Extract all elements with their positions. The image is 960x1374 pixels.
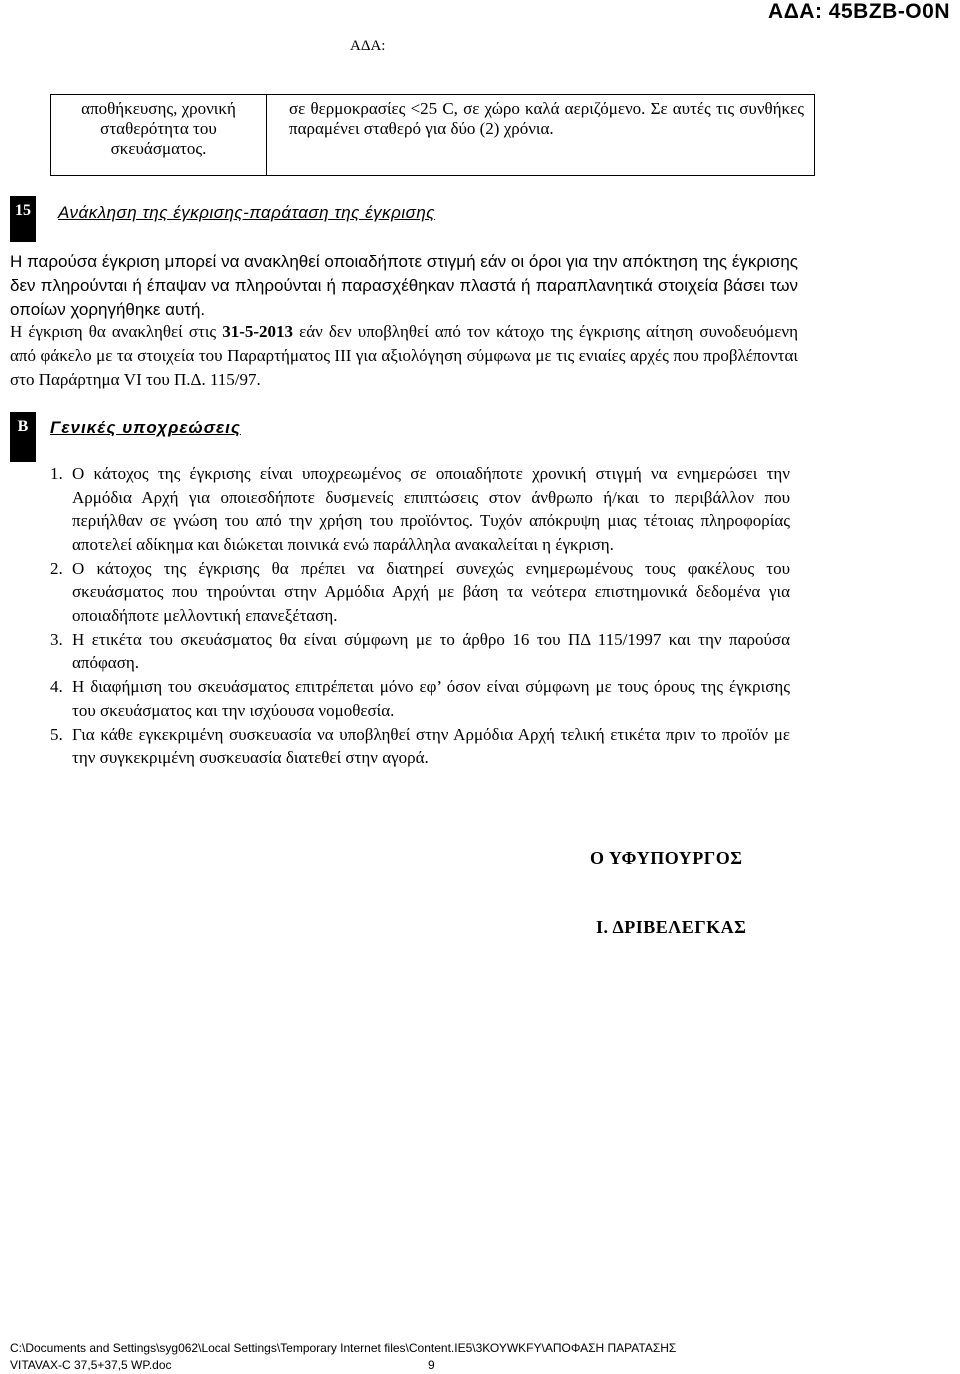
footer-path: C:\Documents and Settings\syg062\Local Settings\Temporary Internet files\Content.IE5\3ΚΟΥWKFY\ΑΠΟΦΑΣΗ ΠΑΡΑΤΑΣΗΣ: [10, 1341, 677, 1355]
footer-filename: VITAVAX-C 37,5+37,5 WP.doc: [10, 1358, 172, 1372]
table-row: [51, 95, 815, 176]
deadline-date: 31-5-2013: [222, 322, 294, 341]
revocation-paragraph: Η παρούσα έγκριση μπορεί να ανακληθεί οποιαδήποτε στιγμή εάν οι όροι για την απόκτηση της έγκρισης δεν πληρούνται ή έπαψαν να πληρούνται ή παρασχέθηκαν πλαστά ή παραπλανητικά στοιχεία βάσει των οποίων χορηγήθηκε αυτή.: [10, 252, 798, 319]
storage-table: [50, 94, 815, 176]
extension-text-start: Η έγκριση θα ανακληθεί στις: [10, 322, 223, 341]
item-text: Ο κάτοχος της έγκρισης θα πρέπει να διατηρεί συνεχώς ενημερωμένους τους φακέλους του σκευάσματος που τηρούνται στην Αρμόδια Αρχή με βάση τα νεότερα επιστημονικά δεδομένα για οποιαδήποτε μελλοντική επανεξέταση.: [72, 558, 790, 625]
ada-label: ΑΔΑ:: [350, 38, 386, 54]
ada-stamp: ΑΔΑ: 45ΒΖΒ-Ο0Ν: [768, 0, 950, 23]
obligations-list: [50, 462, 790, 770]
page-number: 9: [428, 1358, 435, 1372]
item-number: 5.: [50, 724, 63, 744]
item-number: 3.: [50, 629, 63, 649]
list-item: [50, 557, 790, 628]
item-text: Η διαφήμιση του σκευάσματος επιτρέπεται μόνο εφ’ όσον είναι σύμφωνη με τους όρους της έγκρισης του σκευάσματος και την ισχύουσα νομοθεσία.: [72, 677, 790, 720]
table-cell-right: σε θερμοκρασίες <25 C, σε χώρο καλά αεριζόμενο. Σε αυτές τις συνθήκες παραμένει σταθερό για δύο (2) χρόνια.: [267, 95, 815, 176]
item-text: Για κάθε εγκεκριμένη συσκευασία να υποβληθεί στην Αρμόδια Αρχή τελική ετικέτα πριν το προϊόν με την συγκεκριμένη συσκευασία διατεθεί στην αγορά.: [72, 724, 790, 767]
table-cell-left: αποθήκευσης, χρονική σταθερότητα του σκευάσματος.: [51, 95, 267, 176]
list-item: [50, 723, 790, 770]
section-letter-box: [10, 412, 36, 462]
list-item: [50, 628, 790, 675]
item-text: Ο κάτοχος της έγκρισης είναι υποχρεωμένος σε οποιαδήποτε χρονική στιγμή να ενημερώσει την Αρμόδια Αρχή για οποιεσδήποτε δυσμενείς επιπτώσεις στον άνθρωπο ή/και το περιβάλλον που περιήλθαν σε γνώση του από την χρήση του προϊόντος. Τυχόν απόκρυψη μιας τέτοιας πληροφορίας αποτελεί αδίκημα και διώκεται ποινικά ενώ παράλληλα ανακαλείται η έγκριση.: [72, 464, 790, 554]
section-number: 15: [15, 202, 31, 219]
signatory-name: Ι. ΔΡΙΒΕΛΕΓΚΑΣ: [596, 917, 747, 937]
list-item: [50, 462, 790, 556]
item-number: 2.: [50, 558, 63, 578]
item-number: 4.: [50, 677, 63, 696]
section-title: Ανάκληση της έγκρισης-παράταση της έγκρισης: [58, 203, 436, 222]
extension-paragraph: [10, 320, 798, 392]
section-letter: Β: [17, 418, 29, 435]
extension-text-end: εάν δεν υποβληθεί από τον κάτοχο της έγκρισης αίτηση συνοδευόμενη από φάκελο με τα στοιχεία του Παραρτήματος ΙΙΙ για αξιολόγηση σύμφωνα με τις ενιαίες αρχές που προβλέπονται στο Παράρτημα VI του Π.Δ. 115/97.: [10, 322, 798, 389]
item-number: 1.: [50, 464, 63, 483]
item-text: Η ετικέτα του σκευάσματος θα είναι σύμφωνη με το άρθρο 16 του ΠΔ 115/1997 και την παρούσα απόφαση.: [72, 629, 790, 672]
section-number-box: [10, 196, 36, 242]
list-item: [50, 675, 790, 722]
signatory-role: Ο ΥΦΥΠΟΥΡΓΟΣ: [590, 848, 743, 868]
obligations-title: Γενικές υποχρεώσεις: [50, 418, 241, 437]
